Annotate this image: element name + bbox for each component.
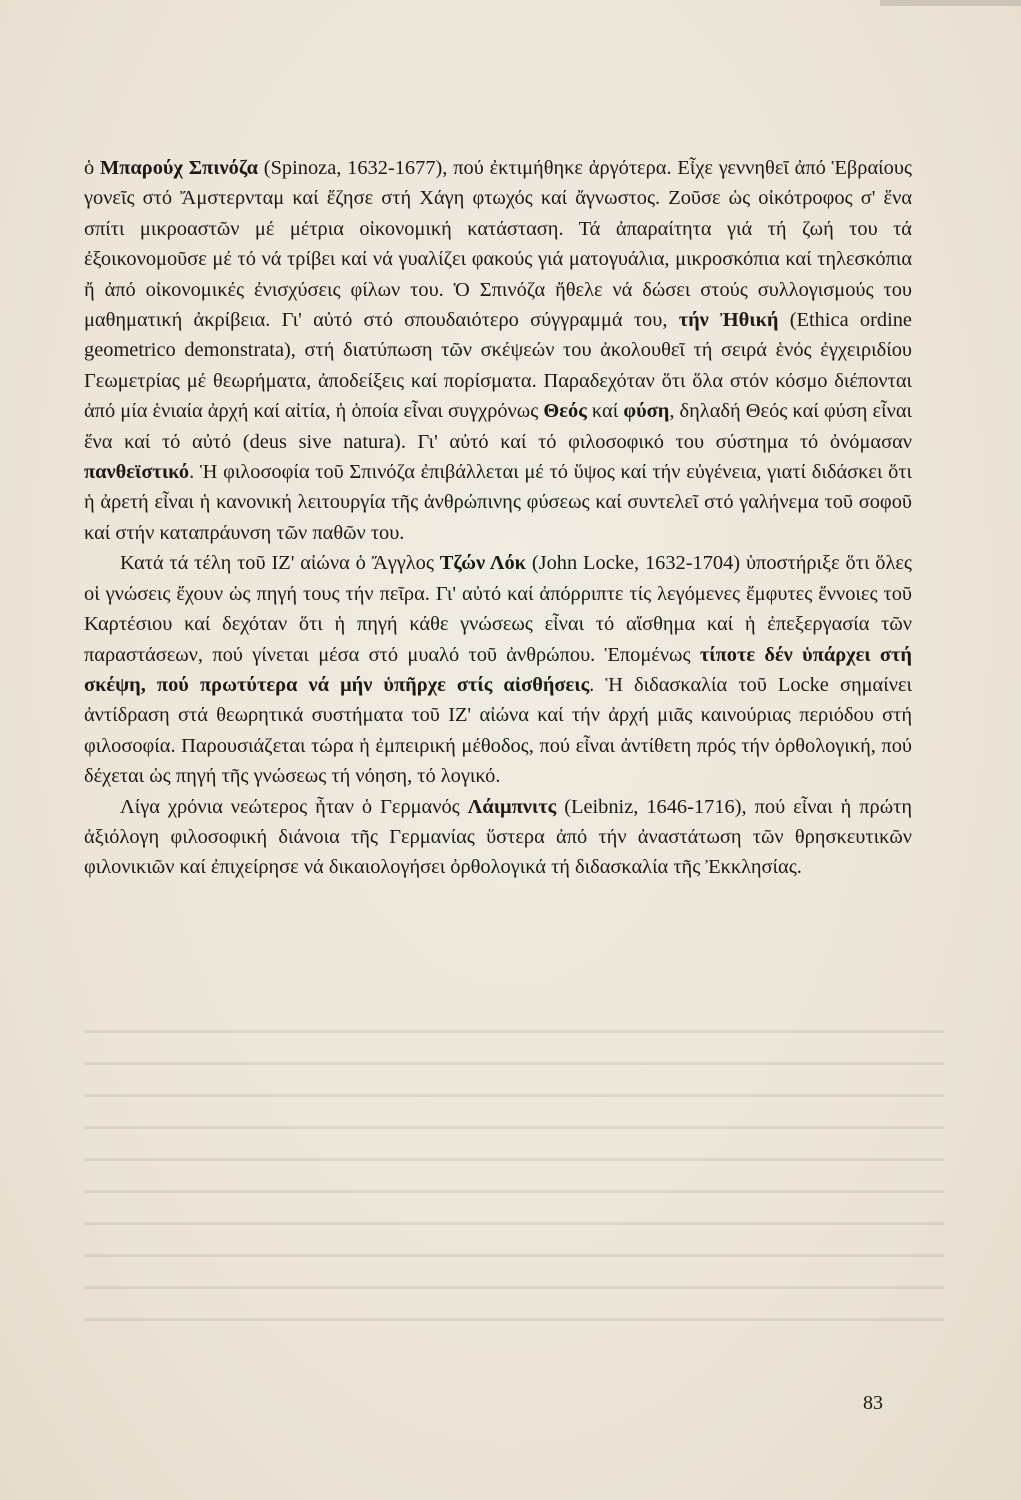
page-edge-shadow	[880, 0, 1021, 6]
text-run: , δηλαδή Θεός καί φύση εἶναι ἕνα καί τό αὐτό (deus sive natura). Γι' αὐτό καί τό φιλοσοφικό του σύστημα τό ὀνόμασαν	[84, 400, 912, 453]
text-run: (Leibniz, 1646-1716), πού εἶναι ἡ πρώτη ἀξιόλογη φιλοσοφική διάνοια τῆς Γερμανίας ὕστερα ἀπό τήν ἀναστάτωση τῶν θρησκευτικῶν φιλονικιῶν καί ἐπιχείρησε νά δικαιολογήσει ὀρθολογικά τή διδασκαλία τῆς Ἐκκλησίας.	[84, 795, 912, 879]
page-number: 83	[863, 1392, 883, 1414]
text-run: . Ἡ διδασκαλία τοῦ Locke σημαίνει ἀντίδραση στά θεωρητικά συστήματα τοῦ ΙΖ' αἰώνα καί τήν ἀρχή μιᾶς καινούριας περιόδου στή φιλοσοφία. Παρουσιάζεται τώρα ἡ ἐμπειρική μέθοδος, πού εἶναι ἀντίθετη πρός τήν ὀρθολογική, πού δέχεται ὡς πηγή τῆς γνώσεως τή νόηση, τό λογικό.	[84, 673, 912, 788]
paragraph-spinoza	[84, 153, 912, 548]
text-run: . Ἡ φιλοσοφία τοῦ Σπινόζα ἐπιβάλλεται μέ τό ὕψος καί τήν εὐγένεια, γιατί διδάσκει ὅτι ἡ ἀρετή εἶναι ἡ κανονική λειτουργία τῆς ἀνθρώπινης φύσεως καί συντελεῖ στό γαλήνεμα τοῦ σοφοῦ καί στήν καταπράυνση τῶν παθῶν του.	[84, 461, 912, 544]
bold-term: φύση	[623, 400, 670, 423]
text-run: καί	[586, 400, 624, 423]
bleed-through-text	[84, 1012, 944, 1342]
text-run: (John Locke, 1632-1704) ὑποστήριξε ὅτι ὅλες οἱ γνώσεις ἔχουν ὡς πηγή τους τήν πεῖρα. Γι' αὐτό καί ἀπόρριπτε τίς λεγόμενες ἔμφυτες ἔννοιες τοῦ Καρτέσιου καί δεχόταν ὅτι ἡ πηγή κάθε γνώσεως εἶναι τό αἴσθημα καί ἡ ἐπεξεργασία τῶν παραστάσεων, πού γίνεται μέσα στό μυαλό τοῦ ἀνθρώπου. Ἑπομένως	[84, 552, 913, 666]
text-run: (Spinoza, 1632-1677), πού ἐκτιμήθηκε ἀργότερα. Εἶχε γεννηθεῖ ἀπό Ἑβραίους γονεῖς στό Ἄμστερνταμ καί ἔζησε στή Χάγη φτωχός καί ἄγνωστος. Ζοῦσε ὡς οἰκότροφος σ' ἕνα σπίτι μικροαστῶν μέ μέτρια οἰκονομική κατάσταση. Τά ἀπαραίτητα γιά τή ζωή του τά ἐξοικονομοῦσε μέ τό νά τρίβει καί νά γυαλίζει φακούς γιά ματογυάλια, μικροσκόπια καί τηλεσκόπια ἤ ἀπό οἰκονομικές ἐνισχύσεις φίλων του. Ὁ Σπινόζα ἤθελε νά δώσει στούς συλλογισμούς του μαθηματική ἀκρίβεια. Γι' αὐτό στό σπουδαιότερο σύγγραμμά του,	[84, 157, 912, 332]
bold-term: Θεός	[543, 400, 587, 423]
body-text	[84, 153, 912, 883]
paragraph-leibniz	[84, 792, 912, 883]
bold-term: Μπαρούχ Σπινόζα	[100, 157, 258, 179]
bold-term: Τζών Λόκ	[439, 552, 527, 575]
bold-term: τίποτε δέν ὑπάρχει στή σκέψη, πού πρωτύτερα νά μήν ὑπῆρχε στίς αἰσθήσεις	[84, 643, 912, 696]
bold-term: πανθεϊστικό	[84, 461, 190, 484]
bold-term: Λάιμπνιτς	[467, 795, 557, 818]
text-run: ὁ	[84, 157, 101, 179]
bold-term: τήν Ἠθική	[678, 309, 779, 332]
paragraph-locke	[84, 548, 912, 791]
text-run: Κατά τά τέλη τοῦ ΙΖ' αἰώνα ὁ Ἄγγλος	[120, 552, 440, 575]
text-run: Λίγα χρόνια νεώτερος ἦταν ὁ Γερμανός	[120, 795, 468, 818]
text-run: (Ethica ordine geometrico demonstrata), στή διατύπωση τῶν σκέψεών του ἀκολουθεῖ τή σειρά ἑνός ἐγχειριδίου Γεωμετρίας μέ θεωρήματα, ἀποδείξεις καί πορίσματα. Παραδεχόταν ὅτι ὅλα στόν κόσμο διέπονται ἀπό μία ἑνιαία ἀρχή καί αἰτία, ἡ ὁποία εἶναι συγχρόνως	[84, 309, 912, 423]
